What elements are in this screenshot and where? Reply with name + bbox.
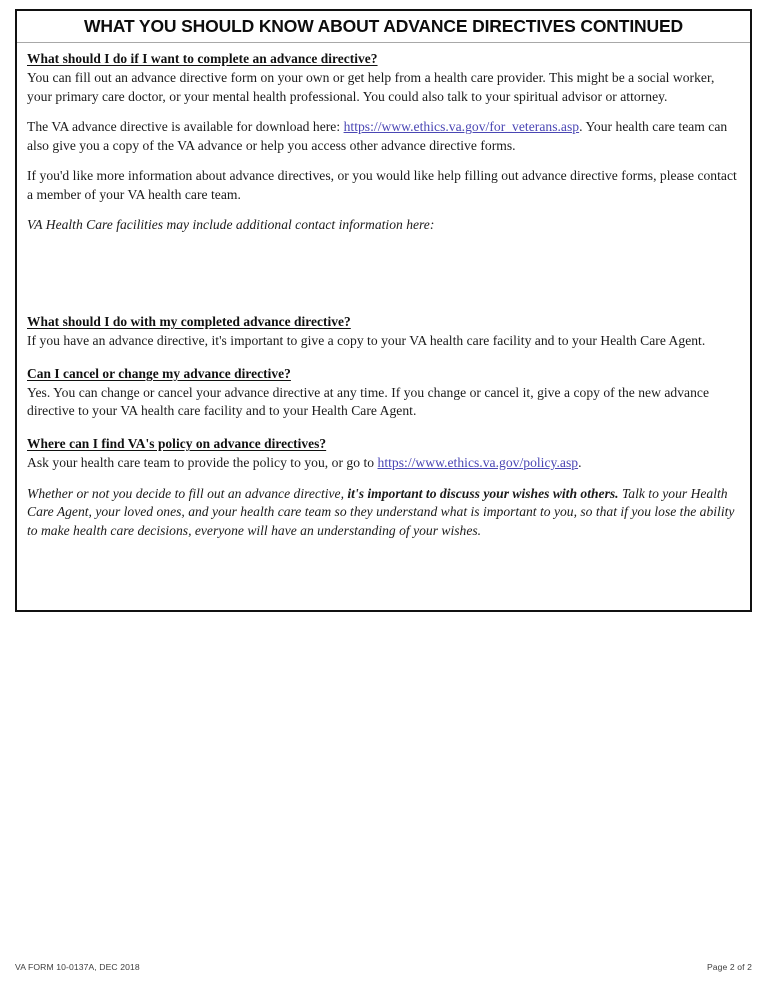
- section-heading-row-3: [27, 365, 739, 383]
- policy-text-after-link: .: [578, 454, 582, 470]
- paragraph-policy-link: [27, 454, 739, 473]
- italic-note-facility-contact-info: VA Health Care facilities may include additional contact information here:: [27, 216, 435, 232]
- paragraph-download-link: [27, 118, 739, 155]
- document-body: [17, 43, 750, 541]
- section-heading-va-policy: Where can I find VA's policy on advance directives?: [27, 435, 327, 451]
- paragraph-more-information: If you'd like more information about advance directives, or you would like help filling out advance directive forms, please contact a member of your VA health care team.: [27, 168, 737, 202]
- paragraph-how-to-complete: You can fill out an advance directive form on your own or get help from a health care provider. This might be a social worker, your primary care doctor, or your mental health professional. You could also talk to your spiritual advisor or attorney.: [27, 70, 715, 104]
- download-text-after-link: . Your health care team can also give you a copy of the VA advance or help you access other advance directive forms.: [27, 119, 728, 153]
- section-heading-row-1: [27, 50, 739, 68]
- page-number: Page 2 of 2: [706, 962, 752, 972]
- section-heading-cancel-or-change: Can I cancel or change my advance directive?: [27, 365, 291, 381]
- closing-part-two: Talk to your Health Care Agent, your loved ones, and your health care team so they understand what is important to you, so that if you lose the ability to make health care decisions, everyone will have an understanding of your wishes.: [27, 485, 735, 539]
- form-identifier: VA FORM 10-0137A, DEC 2018: [15, 962, 140, 972]
- paragraph-cancel-or-change: Yes. You can change or cancel your advance directive at any time. If you change or cancel it, give a copy of the new advance directive to your VA health care facility and to your Health Care Agent.: [27, 384, 710, 419]
- closing-part-one: Whether or not you decide to fill out an advance directive,: [27, 485, 348, 501]
- page-title: WHAT YOU SHOULD KNOW ABOUT ADVANCE DIRECTIVES CONTINUED: [83, 16, 684, 36]
- section-heading-row-4: [27, 435, 739, 453]
- veterans-advance-directive-link[interactable]: https://www.ethics.va.gov/for_veterans.asp: [343, 119, 580, 135]
- policy-text-before-link: Ask your health care team to provide the policy to you, or go to: [27, 454, 378, 470]
- document-content-box: [15, 9, 752, 612]
- page-footer: [15, 962, 752, 972]
- closing-statement: [27, 485, 739, 541]
- blank-fill-in-area[interactable]: [27, 234, 739, 313]
- document-header-band: [17, 11, 750, 43]
- section-heading-complete-advance-directive: What should I do if I want to complete an advance directive?: [27, 51, 378, 66]
- download-text-before-link: The VA advance directive is available for download here:: [27, 119, 344, 135]
- section-heading-row-2: [27, 313, 739, 331]
- va-policy-link[interactable]: https://www.ethics.va.gov/policy.asp: [377, 454, 579, 470]
- closing-emphasis: it's important to discuss your wishes with others.: [347, 485, 619, 501]
- paragraph-give-copy: If you have an advance directive, it's important to give a copy to your VA health care facility and to your Health Care Agent.: [27, 333, 706, 349]
- section-heading-completed-advance-directive: What should I do with my completed advance directive?: [27, 314, 351, 330]
